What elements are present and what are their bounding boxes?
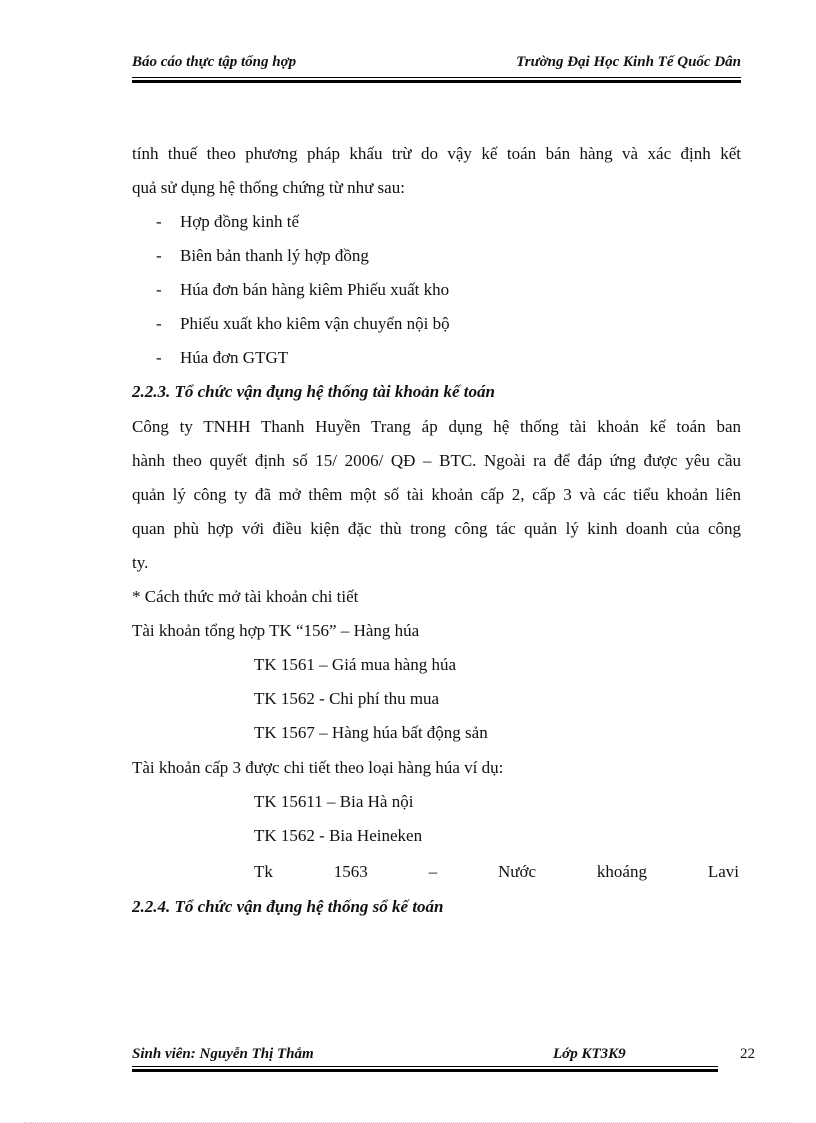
footer-rule-thick <box>132 1069 718 1072</box>
bullet-item: Biên bản thanh lý hợp đồng <box>180 246 369 265</box>
spread-word: Nước <box>498 862 537 881</box>
footer-student: Sinh viên: Nguyễn Thị Thắm <box>132 1046 314 1062</box>
bullet-mark: - <box>156 280 162 299</box>
section-223-para-line: ty. <box>132 553 149 572</box>
intro-line-1: tính thuế theo phương pháp khấu trừ do vậy kế toán bán hàng và xác định kết <box>132 144 741 163</box>
page-number: 22 <box>740 1046 755 1062</box>
tk156-line: Tài khoản tổng hợp TK “156” – Hàng húa <box>132 621 420 640</box>
footer-rule-thin <box>132 1066 718 1067</box>
bullet-mark: - <box>156 246 162 265</box>
header-rule-thick <box>132 80 741 83</box>
header-university: Trường Đại Học Kinh Tế Quốc Dân <box>516 54 741 70</box>
bullet-mark: - <box>156 348 162 367</box>
section-223-heading: 2.2.3. Tổ chức vận đụng hệ thống tài khoản kế toán <box>132 382 495 401</box>
header-report-title: Báo cáo thực tập tổng hợp <box>132 54 297 70</box>
tk156-item: TK 1562 - Chi phí thu mua <box>254 689 440 708</box>
bullet-mark: - <box>156 314 162 333</box>
spread-word: Lavi <box>707 862 739 881</box>
bullet-item: Phiếu xuất kho kiêm vận chuyển nội bộ <box>180 314 450 333</box>
bullet-item: Húa đơn GTGT <box>180 348 289 367</box>
spread-word: – <box>428 862 438 881</box>
bullet-item: Húa đơn bán hàng kiêm Phiếu xuất kho <box>180 280 450 299</box>
section-224-heading: 2.2.4. Tổ chức vận đụng hệ thống sổ kế toán <box>132 897 444 916</box>
tk156-item: TK 1567 – Hàng húa bất động sản <box>254 723 488 742</box>
spread-word: khoáng <box>596 862 647 881</box>
section-223-para-line: Công ty TNHH Thanh Huyền Trang áp dụng hệ thống tài khoản kế toán ban <box>132 417 741 436</box>
spread-word: 1563 <box>333 862 368 881</box>
level3-spread-line <box>254 862 739 882</box>
intro-line-2: quả sử dụng hệ thống chứng từ như sau: <box>132 178 405 197</box>
spread-word: Tk <box>254 862 273 881</box>
tk156-item: TK 1561 – Giá mua hàng húa <box>254 655 457 674</box>
header-rule-thin <box>132 77 741 78</box>
page-header <box>132 52 741 76</box>
level3-item: TK 1562 - Bia Heineken <box>254 826 423 845</box>
section-223-para-line: quản lý công ty đã mở thêm một số tài khoản cấp 2, cấp 3 và các tiểu khoản liên <box>132 485 741 504</box>
footer-class: Lớp KT3K9 <box>553 1046 626 1062</box>
method-title: * Cách thức mở tài khoản chi tiết <box>132 587 359 606</box>
bullet-item: Hợp đồng kinh tế <box>180 212 300 231</box>
bullet-mark: - <box>156 212 162 231</box>
level3-line: Tài khoản cấp 3 được chi tiết theo loại hàng húa ví dụ: <box>132 758 504 777</box>
level3-item: TK 15611 – Bia Hà nội <box>254 792 414 811</box>
section-223-para-line: quan phù hợp với điều kiện đặc thù trong công tác quản lý kinh doanh của công <box>132 519 741 538</box>
section-223-para-line: hành theo quyết định số 15/ 2006/ QĐ – BTC. Ngoài ra để đáp ứng được yêu cầu <box>132 451 741 470</box>
